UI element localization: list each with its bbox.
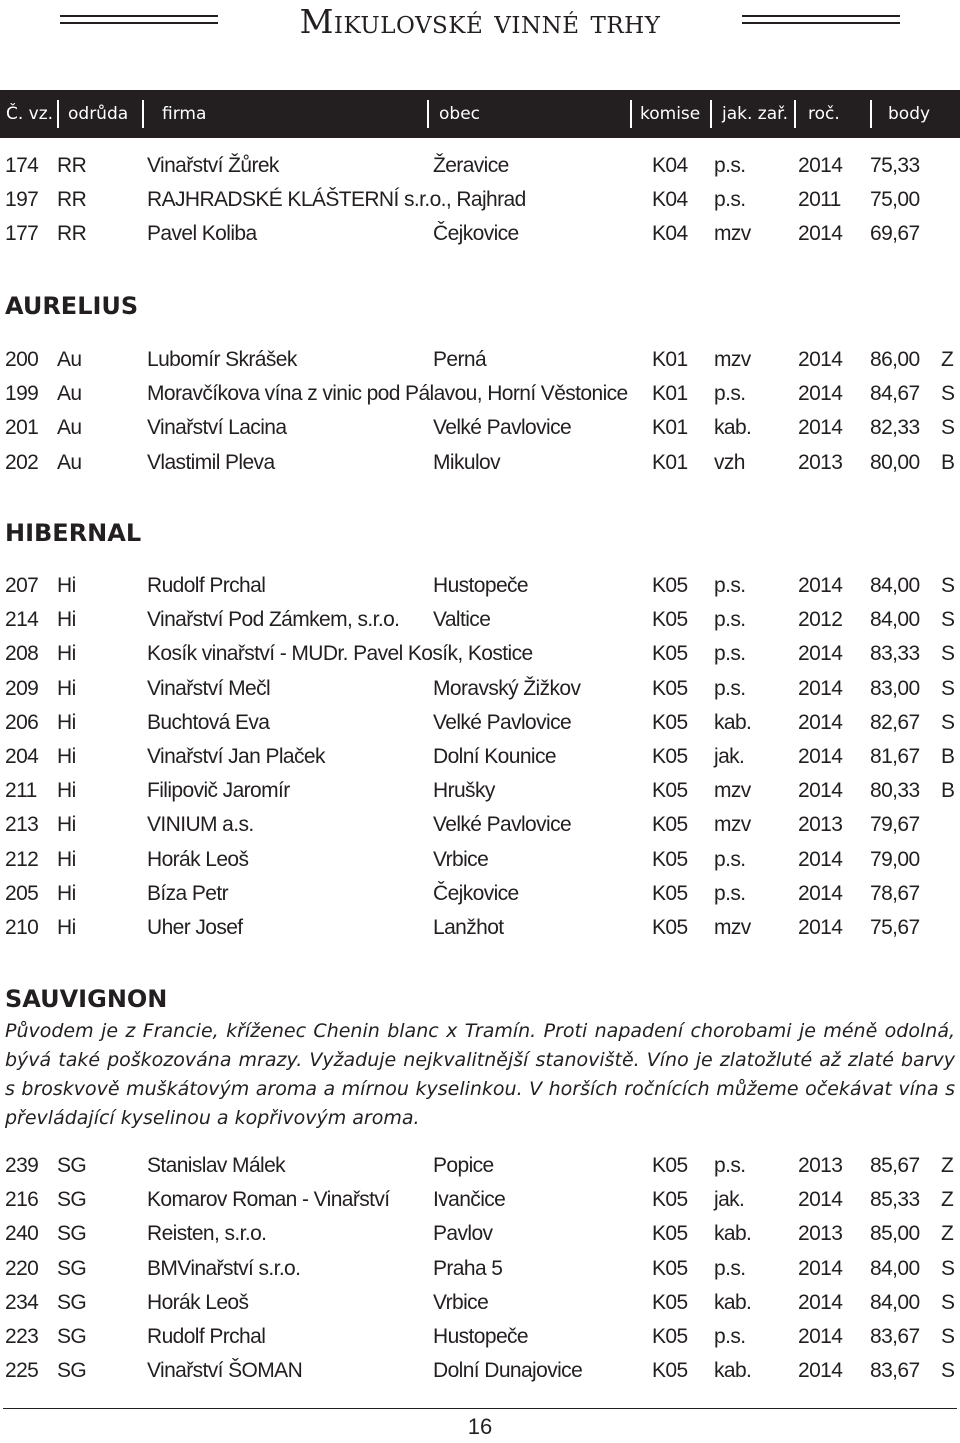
cell-village: Pavlov	[433, 1222, 493, 1246]
cell-village: Lanžhot	[433, 916, 504, 939]
cell-vintage: 2014	[798, 382, 843, 406]
header-obec: obec	[439, 104, 480, 124]
cell-number: 214	[5, 608, 39, 632]
cell-number: 202	[5, 450, 39, 474]
table-row	[0, 843, 960, 877]
cell-medal: S	[941, 1290, 955, 1314]
cell-vintage: 2014	[798, 642, 843, 666]
cell-commission: K05	[652, 881, 688, 905]
cell-variety: Hi	[57, 779, 76, 803]
cell-firm: BMVinařství s.r.o.	[147, 1256, 301, 1280]
cell-quality: kab.	[714, 1359, 752, 1383]
cell-number: 220	[5, 1256, 39, 1280]
cell-points: 80,00	[870, 450, 920, 474]
cell-village: Vrbice	[433, 847, 489, 871]
cell-quality: p.s.	[714, 1256, 746, 1280]
cell-variety: Hi	[57, 745, 76, 768]
table-row	[0, 1183, 960, 1217]
cell-village: Žeravice	[433, 154, 509, 177]
cell-medal: S	[941, 574, 955, 597]
cell-village: Vrbice	[433, 1290, 489, 1314]
cell-points: 75,00	[870, 188, 920, 212]
cell-quality: p.s.	[714, 154, 746, 177]
cell-number: 201	[5, 416, 39, 440]
cell-variety: Hi	[57, 676, 76, 700]
cell-commission: K01	[652, 348, 688, 371]
cell-points: 78,67	[870, 881, 920, 905]
cell-firm: Moravčíkova vína z vinic pod Pálavou, Horní Věstonice	[147, 382, 628, 406]
cell-quality: mzv	[714, 916, 751, 939]
cell-vintage: 2012	[798, 608, 843, 632]
cell-vintage: 2013	[798, 813, 843, 837]
page-number: 16	[467, 1414, 493, 1439]
cell-quality: kab.	[714, 1290, 752, 1314]
cell-commission: K01	[652, 416, 688, 440]
cell-variety: Au	[57, 348, 82, 371]
table-row	[0, 637, 960, 671]
cell-commission: K05	[652, 642, 688, 666]
header-separator	[57, 100, 59, 128]
cell-quality: p.s.	[714, 642, 746, 666]
cell-points: 75,33	[870, 154, 920, 177]
cell-quality: kab.	[714, 1222, 752, 1246]
section-title-aurelius: AURELIUS	[5, 292, 139, 320]
cell-variety: Hi	[57, 710, 76, 734]
cell-firm: Vlastimil Pleva	[147, 450, 275, 474]
cell-firm: Filipovič Jaromír	[147, 779, 290, 803]
cell-firm: Vinařství Jan Plaček	[147, 745, 325, 768]
header-cislo: Č. vz.	[6, 104, 54, 124]
cell-firm: Lubomír Skrášek	[147, 348, 297, 371]
cell-number: 225	[5, 1359, 39, 1383]
cell-vintage: 2013	[798, 1154, 843, 1177]
header-separator	[427, 100, 429, 128]
cell-quality: p.s.	[714, 608, 746, 632]
cell-firm: Horák Leoš	[147, 847, 249, 871]
cell-medal: S	[941, 1256, 955, 1280]
cell-quality: p.s.	[714, 1154, 746, 1177]
cell-commission: K04	[652, 222, 688, 246]
table-row	[0, 603, 960, 637]
cell-commission: K05	[652, 1359, 688, 1383]
cell-firm: Vinařství ŠOMAN	[147, 1359, 303, 1383]
cell-number: 209	[5, 676, 39, 700]
table-row	[0, 1217, 960, 1251]
cell-firm: RAJHRADSKÉ KLÁŠTERNÍ s.r.o., Rajhrad	[147, 188, 526, 212]
cell-vintage: 2014	[798, 1325, 843, 1348]
header-separator	[870, 100, 872, 128]
cell-points: 82,67	[870, 710, 920, 734]
cell-commission: K05	[652, 813, 688, 837]
cell-commission: K01	[652, 450, 688, 474]
table-row	[0, 183, 960, 217]
cell-variety: SG	[57, 1222, 87, 1246]
cell-quality: mzv	[714, 779, 751, 803]
page-title: Mikulovské vinné trhy	[299, 2, 661, 41]
cell-variety: SG	[57, 1359, 87, 1383]
cell-village: Velké Pavlovice	[433, 416, 572, 440]
cell-quality: p.s.	[714, 881, 746, 905]
cell-commission: K05	[652, 745, 688, 768]
cell-medal: S	[941, 608, 955, 632]
cell-commission: K05	[652, 1290, 688, 1314]
cell-medal: S	[941, 676, 955, 700]
cell-number: 208	[5, 642, 39, 666]
cell-variety: Hi	[57, 574, 76, 597]
cell-vintage: 2014	[798, 1359, 843, 1383]
cell-village: Hrušky	[433, 779, 495, 803]
table-row	[0, 1252, 960, 1286]
cell-commission: K04	[652, 188, 688, 212]
cell-village: Ivančice	[433, 1188, 506, 1212]
cell-vintage: 2014	[798, 847, 843, 871]
cell-commission: K05	[652, 847, 688, 871]
header-komise: komise	[640, 104, 701, 124]
cell-variety: Au	[57, 450, 82, 474]
cell-number: 213	[5, 813, 39, 837]
cell-variety: RR	[57, 154, 87, 177]
cell-commission: K05	[652, 1325, 688, 1348]
header-firma: firma	[162, 104, 207, 124]
cell-vintage: 2014	[798, 881, 843, 905]
cell-variety: SG	[57, 1188, 87, 1212]
cell-points: 75,67	[870, 916, 920, 939]
cell-points: 82,33	[870, 416, 920, 440]
cell-medal: Z	[941, 1222, 954, 1246]
header-separator	[794, 100, 796, 128]
cell-points: 83,67	[870, 1325, 920, 1348]
cell-vintage: 2014	[798, 222, 843, 246]
cell-medal: B	[941, 779, 955, 803]
cell-firm: Rudolf Prchal	[147, 574, 266, 597]
table-row	[0, 377, 960, 411]
cell-medal: S	[941, 1325, 955, 1348]
cell-medal: B	[941, 745, 955, 768]
cell-vintage: 2014	[798, 416, 843, 440]
cell-points: 83,33	[870, 642, 920, 666]
cell-village: Hustopeče	[433, 1325, 528, 1348]
table-row	[0, 911, 960, 945]
cell-points: 83,67	[870, 1359, 920, 1383]
cell-quality: mzv	[714, 222, 751, 246]
header-odruda: odrůda	[68, 104, 129, 124]
table-row	[0, 217, 960, 251]
cell-firm: VINIUM a.s.	[147, 813, 254, 837]
cell-firm: Stanislav Málek	[147, 1154, 286, 1177]
page-header	[0, 0, 960, 45]
table-row	[0, 411, 960, 445]
header-separator	[630, 100, 632, 128]
cell-number: 205	[5, 881, 39, 905]
cell-firm: Buchtová Eva	[147, 710, 270, 734]
cell-points: 84,67	[870, 382, 920, 406]
table-row	[0, 706, 960, 740]
cell-variety: Hi	[57, 608, 76, 632]
cell-vintage: 2014	[798, 1188, 843, 1212]
cell-vintage: 2014	[798, 745, 843, 768]
cell-number: 197	[5, 188, 39, 212]
table-row	[0, 740, 960, 774]
table-header	[0, 90, 960, 138]
cell-quality: jak.	[714, 1188, 745, 1212]
cell-medal: S	[941, 1359, 955, 1383]
cell-variety: RR	[57, 188, 87, 212]
cell-quality: p.s.	[714, 188, 746, 212]
cell-firm: Komarov Roman - Vinařství	[147, 1188, 390, 1212]
cell-medal: S	[941, 642, 955, 666]
cell-village: Dolní Dunajovice	[433, 1359, 583, 1383]
cell-number: 211	[5, 779, 37, 803]
section-title-hibernal: HIBERNAL	[5, 519, 142, 547]
header-separator	[710, 100, 712, 128]
cell-number: 216	[5, 1188, 39, 1212]
table-row	[0, 446, 960, 480]
cell-firm: Vinařství Pod Zámkem, s.r.o.	[147, 608, 400, 632]
table-row	[0, 149, 960, 183]
cell-firm: Bíza Petr	[147, 881, 228, 905]
cell-village: Čejkovice	[433, 222, 519, 246]
cell-medal: Z	[941, 1188, 954, 1212]
cell-village: Čejkovice	[433, 881, 519, 905]
table-row	[0, 672, 960, 706]
cell-commission: K05	[652, 779, 688, 803]
table-row	[0, 1354, 960, 1388]
cell-number: 240	[5, 1222, 39, 1246]
cell-vintage: 2014	[798, 154, 843, 177]
cell-points: 79,67	[870, 813, 920, 837]
cell-vintage: 2013	[798, 1222, 843, 1246]
cell-quality: p.s.	[714, 847, 746, 871]
cell-number: 210	[5, 916, 39, 939]
cell-village: Valtice	[433, 608, 491, 632]
cell-vintage: 2014	[798, 710, 843, 734]
cell-commission: K05	[652, 916, 688, 939]
cell-number: 174	[5, 154, 39, 177]
cell-vintage: 2011	[798, 188, 841, 212]
cell-number: 207	[5, 574, 39, 597]
cell-number: 234	[5, 1290, 39, 1314]
footer-rule	[3, 1408, 957, 1409]
cell-points: 84,00	[870, 608, 920, 632]
cell-points: 80,33	[870, 779, 920, 803]
cell-quality: p.s.	[714, 1325, 746, 1348]
title-rule	[742, 15, 900, 17]
cell-vintage: 2014	[798, 779, 843, 803]
table-row	[0, 1320, 960, 1354]
header-rocnik: roč.	[808, 104, 840, 124]
cell-quality: p.s.	[714, 574, 746, 597]
cell-medal: B	[941, 450, 955, 474]
cell-firm: Horák Leoš	[147, 1290, 249, 1314]
header-jak-zar: jak. zař.	[722, 104, 788, 124]
cell-vintage: 2014	[798, 1256, 843, 1280]
cell-commission: K05	[652, 574, 688, 597]
cell-vintage: 2014	[798, 916, 843, 939]
cell-variety: Hi	[57, 813, 76, 837]
cell-variety: SG	[57, 1154, 87, 1177]
cell-medal: S	[941, 710, 955, 734]
cell-village: Praha 5	[433, 1256, 503, 1280]
cell-commission: K05	[652, 1256, 688, 1280]
cell-medal: S	[941, 382, 955, 406]
cell-village: Perná	[433, 348, 487, 371]
cell-points: 69,67	[870, 222, 920, 246]
cell-commission: K05	[652, 1154, 688, 1177]
cell-firm: Pavel Koliba	[147, 222, 257, 246]
header-separator	[142, 100, 144, 128]
cell-village: Velké Pavlovice	[433, 813, 572, 837]
cell-variety: Au	[57, 382, 82, 406]
cell-commission: K05	[652, 1188, 688, 1212]
cell-vintage: 2013	[798, 450, 843, 474]
cell-commission: K05	[652, 608, 688, 632]
table-row	[0, 569, 960, 603]
cell-vintage: 2014	[798, 676, 843, 700]
cell-points: 85,33	[870, 1188, 920, 1212]
cell-village: Moravský Žižkov	[433, 676, 581, 700]
cell-quality: mzv	[714, 348, 751, 371]
table-row	[0, 1286, 960, 1320]
cell-commission: K05	[652, 676, 688, 700]
cell-points: 83,00	[870, 676, 920, 700]
cell-number: 223	[5, 1325, 39, 1348]
cell-quality: p.s.	[714, 382, 746, 406]
cell-variety: RR	[57, 222, 87, 246]
cell-quality: jak.	[714, 745, 745, 768]
cell-village: Velké Pavlovice	[433, 710, 572, 734]
cell-village: Dolní Kounice	[433, 745, 556, 768]
header-body: body	[888, 104, 931, 124]
cell-points: 84,00	[870, 1256, 920, 1280]
cell-firm: Vinařství Lacina	[147, 416, 287, 440]
cell-village: Hustopeče	[433, 574, 528, 597]
cell-commission: K04	[652, 154, 688, 177]
cell-points: 84,00	[870, 574, 920, 597]
cell-number: 199	[5, 382, 39, 406]
cell-quality: p.s.	[714, 676, 746, 700]
cell-village: Mikulov	[433, 450, 500, 474]
cell-firm: Uher Josef	[147, 916, 243, 939]
cell-commission: K05	[652, 1222, 688, 1246]
cell-firm: Vinařství Mečl	[147, 676, 271, 700]
cell-number: 177	[5, 222, 39, 246]
table-row	[0, 774, 960, 808]
cell-points: 79,00	[870, 847, 920, 871]
cell-medal: Z	[941, 1154, 954, 1177]
cell-points: 85,67	[870, 1154, 920, 1177]
cell-village: Popice	[433, 1154, 494, 1177]
cell-medal: Z	[941, 348, 954, 371]
cell-firm: Rudolf Prchal	[147, 1325, 266, 1348]
cell-points: 84,00	[870, 1290, 920, 1314]
cell-variety: Au	[57, 416, 82, 440]
sauvignon-description: Původem je z Francie, kříženec Chenin blanc x Tramín. Proti napadení chorobami je méně odolná, bývá také poškozována mrazy. Vyžaduje nejkvalitnější stanoviště. Víno je zlatožluté až zlaté barvy s broskvově muškátovým aroma a mírnou kyselinkou. V horších ročnících můžeme očekávat vína s převládající kyselinou a kopřivovým aroma.	[5, 1020, 955, 1129]
cell-variety: Hi	[57, 916, 76, 939]
cell-commission: K05	[652, 710, 688, 734]
cell-firm: Vinařství Žůrek	[147, 154, 279, 177]
cell-points: 86,00	[870, 348, 920, 371]
cell-variety: Hi	[57, 847, 76, 871]
cell-variety: SG	[57, 1256, 87, 1280]
table-row	[0, 1149, 960, 1183]
section-title-sauvignon: SAUVIGNON	[5, 985, 168, 1013]
cell-number: 204	[5, 745, 39, 768]
cell-points: 85,00	[870, 1222, 920, 1246]
table-row	[0, 343, 960, 377]
table-row	[0, 808, 960, 842]
cell-quality: vzh	[714, 450, 745, 474]
cell-variety: SG	[57, 1290, 87, 1314]
table-row	[0, 877, 960, 911]
cell-variety: SG	[57, 1325, 87, 1348]
cell-number: 200	[5, 348, 39, 371]
cell-quality: kab.	[714, 416, 752, 440]
cell-firm: Reisten, s.r.o.	[147, 1222, 267, 1246]
cell-variety: Hi	[57, 642, 76, 666]
cell-commission: K01	[652, 382, 688, 406]
cell-variety: Hi	[57, 881, 76, 905]
cell-vintage: 2014	[798, 348, 843, 371]
cell-number: 206	[5, 710, 39, 734]
cell-medal: S	[941, 416, 955, 440]
cell-quality: mzv	[714, 813, 751, 837]
cell-vintage: 2014	[798, 574, 843, 597]
cell-quality: kab.	[714, 710, 752, 734]
cell-vintage: 2014	[798, 1290, 843, 1314]
cell-firm: Kosík vinařství - MUDr. Pavel Kosík, Kostice	[147, 642, 533, 666]
cell-number: 212	[5, 847, 39, 871]
cell-number: 239	[5, 1154, 39, 1177]
cell-points: 81,67	[870, 745, 920, 768]
title-rule	[742, 22, 900, 24]
